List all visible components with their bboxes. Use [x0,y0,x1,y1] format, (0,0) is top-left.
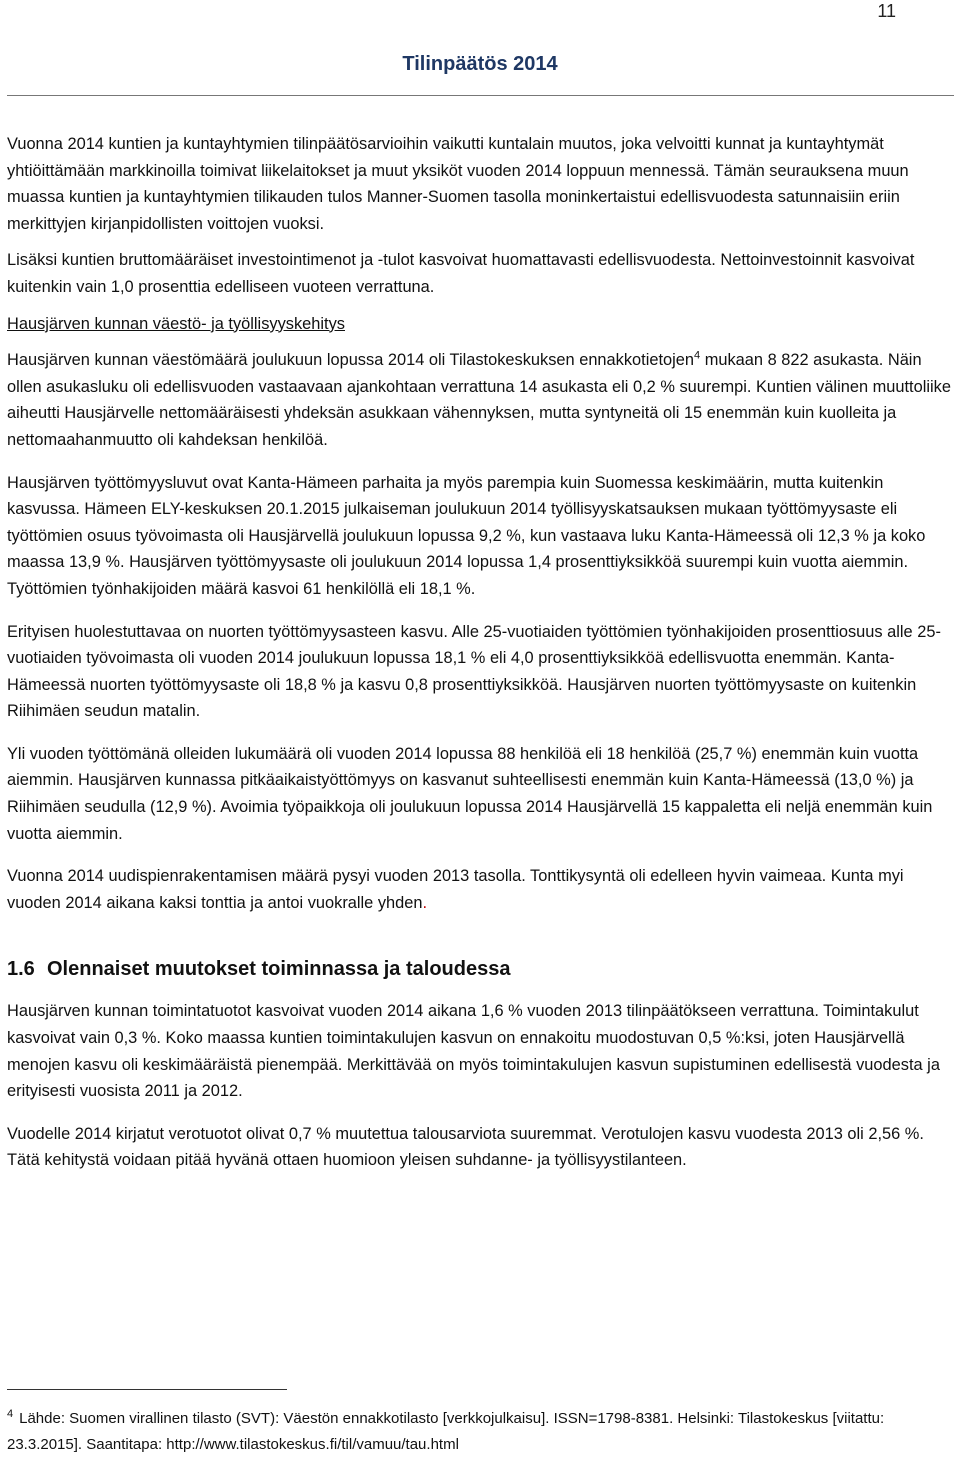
footnote-mark: 4 [7,1408,14,1420]
paragraph-long-term-unemployment: Yli vuoden työttömänä olleiden lukumäärä oli vuoden 2014 lopussa 88 henkilöä eli 18 henkilöä (25,7 %) enemmän kuin vuotta aiemmin. Hausjärven kunnassa pitkäaikaistyöttömyys on kasvanut suhteellisesti enemmän kuin Kanta-Hämeessä (13,0 %) ja Riihimäen seudulla (12,9 %). Avoimia työpaikkoja oli joulukuun lopussa 2014 Hausjärvellä 15 kappaletta eli neljä enemmän kuin vuotta aiemmin. [7,744,933,843]
section-number: 1.6 [7,958,35,981]
paragraph-population-text-a: Hausjärven kunnan väestömäärä joulukuun lopussa 2014 oli Tilastokeskuksen ennakkotietojen [7,351,695,370]
paragraph-operating-income: Hausjärven kunnan toimintatuotot kasvoivat vuoden 2014 aikana 1,6 % vuoden 2013 tilinpäätökseen verrattuna. Toimintakulut kasvoivat vain 0,3 %. Koko maassa kuntien toimintakulujen kasvun on ennakoitu muodostuvan 0,5 %:ksi, joten Hausjärvellä menojen kasvu oli keskimääräistä pienempää. Merkittävää on myös toimintakulujen kasvun supistuminen edellisestä vuodesta ja erityisesti vuosista 2011 ja 2012. [7,1002,940,1101]
paragraph-construction [7,863,955,916]
footnote-text: Lähde: Suomen virallinen tilasto (SVT): Väestön ennakkotilasto [verkkojulkaisu]. ISSN=1798-8381. Helsinki: Tilastokeskus [viitattu: 23.3.2015]. Saantitapa: http://www.tilastokeskus.fi/til/vamuu/tau.html [7,1410,885,1453]
document-body [7,131,955,1174]
paragraph-investments: Lisäksi kuntien bruttomääräiset investointimenot ja -tulot kasvoivat huomattavasti edellisvuodesta. Nettoinvestoinnit kasvoivat kuitenkin vain 1,0 prosenttia edelliseen vuoteen verrattuna. [7,251,915,296]
paragraph-youth-unemployment: Erityisen huolestuttavaa on nuorten työttömyysasteen kasvu. Alle 25-vuotiaiden työttömien työnhakijoiden prosenttiosuus alle 25-vuotiaiden työvoimasta oli vuoden 2014 joulukuun lopussa 18,1 % eli 4,0 prosenttiyksikköä edellisvuotta enemmän. Kanta-Hämeessä nuorten työttömyysaste oli 18,8 % ja kasvu 0,8 prosenttiyksikköä. Hausjärven nuorten työttömyysaste on kuitenkin Riihimäen seudun matalin. [7,622,941,721]
footnote [7,1406,955,1458]
subheading-population-employment: Hausjärven kunnan väestö- ja työllisyyskehitys [7,314,345,333]
paragraph-population-text-b: mukaan 8 822 asukasta. Näin ollen asukasluku oli edellisvuoden vastaavaan ajankohtaan verrattuna 14 asukasta eli 0,2 % suurempi. Kuntien välinen muuttoliike aiheutti Hausjärvelle nettomääräisesti yhdeksän asukkaan vähennyksen, mutta syntyneitä oli 15 enemmän kuin kuolleita ja nettomaahanmuutto oli kahdeksan henkilöä. [7,351,951,449]
page-header-title: Tilinpäätös 2014 [402,53,558,75]
header-divider [7,95,954,96]
section-heading [7,956,955,982]
footnote-divider [7,1389,287,1390]
paragraph-construction-text: Vuonna 2014 uudispienrakentamisen määrä pysyi vuoden 2013 tasolla. Tonttikysyntä oli edelleen hyvin vaimeaa. Kunta myi vuoden 2014 aikana kaksi tonttia ja antoi vuokralle yhden [7,867,904,912]
footnote-reference[interactable]: 4 [694,349,701,362]
paragraph-unemployment: Hausjärven työttömyysluvut ovat Kanta-Hämeen parhaita ja myös parempia kuin Suomessa keskimäärin, mutta kuitenkin kasvussa. Hämeen ELY-keskuksen 20.1.2015 julkaiseman joulukuun 2014 työllisyyskatsauksen mukaan työttömyysaste eli työttömien osuus työvoimasta oli Hausjärvellä joulukuun lopussa 9,2 %, kun vastaava luku Kanta-Hämeessä oli 12,3 % ja koko maassa 13,9 %. Hausjärven työttömyysaste oli joulukuun 2014 lopussa 1,4 prosenttiyksikköä suurempi kuin vuotta aiemmin. Työttömien työnhakijoiden määrä kasvoi 61 henkilöllä eli 18,1 %. [7,473,926,598]
paragraph-municipal-law: Vuonna 2014 kuntien ja kuntayhtymien tilinpäätösarvioihin vaikutti kuntalain muutos, joka velvoitti kunnat ja kuntayhtymät yhtiöittämään markkinoilla toimivat liikelaitokset ja muut yksiköt vuoden 2014 loppuun mennessä. Tämän seurauksena muun muassa kuntien ja kuntayhtymien tilikauden tulos Manner-Suomen tasolla moninkertaistui edellisvuodesta satunnaisiin eriin merkittyjen kirjanpidollisten voittojen vuoksi. [7,135,909,233]
page-number: 11 [877,1,896,21]
paragraph-tax-revenue: Vuodelle 2014 kirjatut verotuotot olivat 0,7 % muutettua talousarviota suuremmat. Verotulojen kasvu vuodesta 2013 oli 2,56 %. Tätä kehitystä voidaan pitää hyvänä ottaen huomioon yleisen suhdanne- ja työllisyystilanteen. [7,1124,924,1170]
section-title: Olennaiset muutokset toiminnassa ja taloudessa [47,958,511,981]
paragraph-population [7,347,955,453]
paragraph-construction-end: . [422,893,428,912]
